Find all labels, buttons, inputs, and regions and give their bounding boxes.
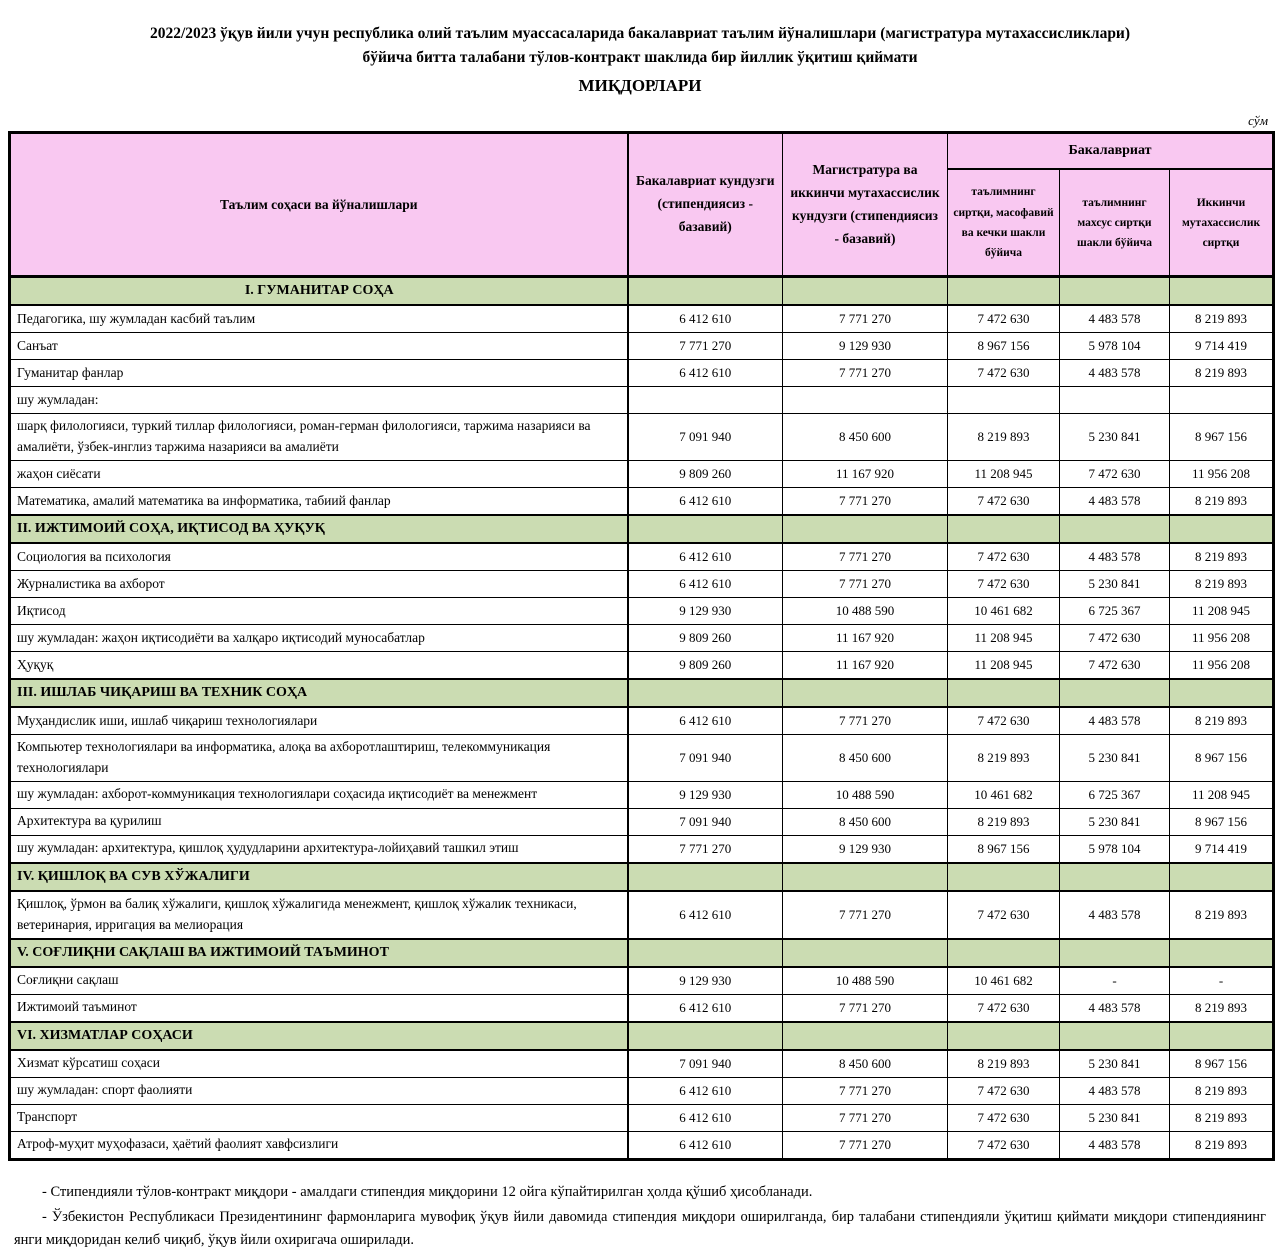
section-empty-cell bbox=[783, 515, 948, 543]
fee-value: 6 412 610 bbox=[628, 1131, 783, 1159]
fee-value: 4 483 578 bbox=[1060, 1131, 1170, 1159]
fee-value: 8 219 893 bbox=[1170, 1104, 1274, 1131]
table-row bbox=[10, 571, 1274, 598]
section-header-row bbox=[10, 277, 1274, 306]
section-empty-cell bbox=[948, 277, 1060, 306]
table-row bbox=[10, 652, 1274, 680]
direction-label: шу жумладан: спорт фаолияти bbox=[10, 1077, 628, 1104]
fee-value: 11 208 945 bbox=[948, 652, 1060, 680]
table-row bbox=[10, 1104, 1274, 1131]
table-row bbox=[10, 488, 1274, 516]
fee-value: 8 967 156 bbox=[1170, 808, 1274, 835]
fee-value: 7 472 630 bbox=[948, 543, 1060, 571]
section-empty-cell bbox=[948, 863, 1060, 891]
section-empty-cell bbox=[1060, 863, 1170, 891]
fee-value: 9 809 260 bbox=[628, 625, 783, 652]
section-empty-cell bbox=[1170, 277, 1274, 306]
section-empty-cell bbox=[948, 939, 1060, 967]
fee-value: 9 809 260 bbox=[628, 652, 783, 680]
section-title: IV. ҚИШЛОҚ ВА СУВ ХЎЖАЛИГИ bbox=[10, 863, 628, 891]
section-header-row bbox=[10, 515, 1274, 543]
fee-value: 7 771 270 bbox=[783, 891, 948, 939]
fee-value: 9 714 419 bbox=[1170, 333, 1274, 360]
section-empty-cell bbox=[948, 515, 1060, 543]
fee-value: 11 167 920 bbox=[783, 652, 948, 680]
fee-value: 7 472 630 bbox=[948, 360, 1060, 387]
document-title bbox=[0, 22, 1280, 99]
fee-value: 7 091 940 bbox=[628, 808, 783, 835]
fee-value: 9 809 260 bbox=[628, 461, 783, 488]
fee-value: 6 412 610 bbox=[628, 1104, 783, 1131]
direction-label: Математика, амалий математика ва информатика, табиий фанлар bbox=[10, 488, 628, 516]
fee-value: 6 412 610 bbox=[628, 891, 783, 939]
fee-value: 6 412 610 bbox=[628, 305, 783, 333]
fee-value: 8 219 893 bbox=[1170, 1131, 1274, 1159]
fee-value: 7 091 940 bbox=[628, 414, 783, 461]
table-row bbox=[10, 835, 1274, 863]
section-empty-cell bbox=[1170, 863, 1274, 891]
fee-value: 6 725 367 bbox=[1060, 598, 1170, 625]
fee-value: 6 412 610 bbox=[628, 707, 783, 735]
fee-value: 8 219 893 bbox=[1170, 305, 1274, 333]
section-header-row bbox=[10, 863, 1274, 891]
direction-label: Соғлиқни сақлаш bbox=[10, 967, 628, 995]
fee-value: 9 129 930 bbox=[783, 333, 948, 360]
table-row bbox=[10, 1050, 1274, 1078]
fee-value: 8 967 156 bbox=[1170, 735, 1274, 782]
fee-value: 4 483 578 bbox=[1060, 543, 1170, 571]
section-title: VI. ХИЗМАТЛАР СОҲАСИ bbox=[10, 1022, 628, 1050]
direction-label: шу жумладан: bbox=[10, 387, 628, 414]
fee-value: 7 472 630 bbox=[948, 707, 1060, 735]
fee-value: 11 956 208 bbox=[1170, 625, 1274, 652]
fee-value: 7 472 630 bbox=[1060, 625, 1170, 652]
table-row bbox=[10, 1077, 1274, 1104]
fee-value: 8 967 156 bbox=[948, 835, 1060, 863]
table-row bbox=[10, 735, 1274, 782]
section-title: V. СОҒЛИҚНИ САҚЛАШ ВА ИЖТИМОИЙ ТАЪМИНОТ bbox=[10, 939, 628, 967]
direction-label: Транспорт bbox=[10, 1104, 628, 1131]
section-empty-cell bbox=[1060, 1022, 1170, 1050]
header-row-group bbox=[10, 133, 1274, 170]
direction-label: Ижтимоий таъминот bbox=[10, 994, 628, 1022]
fee-value: 6 412 610 bbox=[628, 571, 783, 598]
section-empty-cell bbox=[1060, 679, 1170, 707]
direction-label: Гуманитар фанлар bbox=[10, 360, 628, 387]
fee-value: 7 472 630 bbox=[948, 488, 1060, 516]
table-row bbox=[10, 333, 1274, 360]
fee-value: 10 488 590 bbox=[783, 967, 948, 995]
fee-value: 8 219 893 bbox=[1170, 1077, 1274, 1104]
fee-value: 10 488 590 bbox=[783, 598, 948, 625]
fee-value: 9 129 930 bbox=[783, 835, 948, 863]
fee-value: 7 472 630 bbox=[948, 994, 1060, 1022]
header-master-day-column: Магистратура ва иккинчи мутахассислик кундузги (стипендиясиз - базавий) bbox=[783, 133, 948, 277]
fee-value: 10 461 682 bbox=[948, 781, 1060, 808]
section-empty-cell bbox=[783, 1022, 948, 1050]
section-empty-cell bbox=[1060, 939, 1170, 967]
fee-value: 7 472 630 bbox=[948, 1131, 1060, 1159]
table-header bbox=[10, 133, 1274, 277]
fee-value: 7 771 270 bbox=[783, 1104, 948, 1131]
fee-value: 7 771 270 bbox=[783, 360, 948, 387]
fee-value: 8 450 600 bbox=[783, 808, 948, 835]
table-row bbox=[10, 414, 1274, 461]
fee-value: 8 219 893 bbox=[1170, 543, 1274, 571]
fee-value: 11 208 945 bbox=[948, 461, 1060, 488]
table-row bbox=[10, 598, 1274, 625]
direction-label: Муҳандислик иши, ишлаб чиқариш технологиялари bbox=[10, 707, 628, 735]
direction-label: жаҳон сиёсати bbox=[10, 461, 628, 488]
fee-value: 5 978 104 bbox=[1060, 835, 1170, 863]
fee-value: 8 967 156 bbox=[1170, 414, 1274, 461]
fee-value: 8 219 893 bbox=[1170, 571, 1274, 598]
section-title: III. ИШЛАБ ЧИҚАРИШ ВА ТЕХНИК СОҲА bbox=[10, 679, 628, 707]
fee-value: 7 771 270 bbox=[783, 305, 948, 333]
table-row bbox=[10, 625, 1274, 652]
fee-value: 8 219 893 bbox=[948, 808, 1060, 835]
table-row bbox=[10, 305, 1274, 333]
fee-value: 7 771 270 bbox=[783, 707, 948, 735]
header-external-column: таълимнинг сиртқи, масофавий ва кечки шакли бўйича bbox=[948, 169, 1060, 277]
fee-value bbox=[628, 387, 783, 414]
fee-value: 6 412 610 bbox=[628, 994, 783, 1022]
title-line-2: бўйича битта талабани тўлов-контракт шаклида бир йиллик ўқитиш қиймати bbox=[362, 49, 918, 67]
section-empty-cell bbox=[783, 863, 948, 891]
direction-label: Иқтисод bbox=[10, 598, 628, 625]
fee-value: 4 483 578 bbox=[1060, 994, 1170, 1022]
table-row bbox=[10, 543, 1274, 571]
fee-value: 5 230 841 bbox=[1060, 571, 1170, 598]
fee-value: 8 219 893 bbox=[948, 414, 1060, 461]
direction-label: шарқ филологияси, туркий тиллар филологияси, роман-герман филологияси, таржима назарияси ва амалиёти, ўзбек-инглиз таржима назарияси ва амалиёти bbox=[10, 414, 628, 461]
table-row bbox=[10, 360, 1274, 387]
section-title: II. ИЖТИМОИЙ СОҲА, ИҚТИСОД ВА ҲУҚУҚ bbox=[10, 515, 628, 543]
fee-value: 4 483 578 bbox=[1060, 891, 1170, 939]
fee-value: 8 219 893 bbox=[1170, 707, 1274, 735]
fee-value: 10 461 682 bbox=[948, 598, 1060, 625]
table-row bbox=[10, 1131, 1274, 1159]
fee-value: 7 472 630 bbox=[1060, 652, 1170, 680]
section-empty-cell bbox=[1060, 515, 1170, 543]
fee-value: 8 450 600 bbox=[783, 735, 948, 782]
fee-value: 7 771 270 bbox=[783, 543, 948, 571]
direction-label: Социология ва психология bbox=[10, 543, 628, 571]
section-empty-cell bbox=[1170, 939, 1274, 967]
section-empty-cell bbox=[783, 679, 948, 707]
header-second-specialty-column: Иккинчи мутахассислик сиртқи bbox=[1170, 169, 1274, 277]
direction-label: Хизмат кўрсатиш соҳаси bbox=[10, 1050, 628, 1078]
fee-value: 8 219 893 bbox=[1170, 994, 1274, 1022]
title-line-3: МИҚДОРЛАРИ bbox=[578, 76, 702, 96]
fee-value: 8 450 600 bbox=[783, 1050, 948, 1078]
section-header-row bbox=[10, 1022, 1274, 1050]
fee-value: 7 472 630 bbox=[948, 1104, 1060, 1131]
section-empty-cell bbox=[948, 679, 1060, 707]
fee-value: 11 167 920 bbox=[783, 625, 948, 652]
fee-value bbox=[948, 387, 1060, 414]
fee-value bbox=[1060, 387, 1170, 414]
footer-note-1: - Стипендияли тўлов-контракт миқдори - амалдаги стипендия миқдорини 12 ойга кўпайтирилган ҳолда қўшиб ҳисобланади. bbox=[42, 1183, 813, 1200]
section-empty-cell bbox=[783, 277, 948, 306]
fee-value: 6 412 610 bbox=[628, 1077, 783, 1104]
direction-label: Педагогика, шу жумладан касбий таълим bbox=[10, 305, 628, 333]
fee-value: 8 219 893 bbox=[948, 735, 1060, 782]
currency-unit-label: сўм bbox=[1248, 113, 1268, 129]
fee-value: 5 230 841 bbox=[1060, 1050, 1170, 1078]
fee-value: 11 208 945 bbox=[1170, 598, 1274, 625]
fee-value: 11 956 208 bbox=[1170, 652, 1274, 680]
fee-value: 7 771 270 bbox=[783, 1077, 948, 1104]
direction-label: шу жумладан: жаҳон иқтисодиёти ва халқаро иқтисодий муносабатлар bbox=[10, 625, 628, 652]
fee-value: 6 725 367 bbox=[1060, 781, 1170, 808]
fee-value: 7 771 270 bbox=[783, 488, 948, 516]
fee-value: 9 129 930 bbox=[628, 598, 783, 625]
fee-value: 7 771 270 bbox=[628, 835, 783, 863]
fee-value: 6 412 610 bbox=[628, 543, 783, 571]
fee-value: 4 483 578 bbox=[1060, 707, 1170, 735]
fee-value: 4 483 578 bbox=[1060, 488, 1170, 516]
section-title: I. ГУМАНИТАР СОҲА bbox=[10, 277, 628, 306]
fee-value: 5 230 841 bbox=[1060, 735, 1170, 782]
fee-value: 6 412 610 bbox=[628, 488, 783, 516]
section-empty-cell bbox=[948, 1022, 1060, 1050]
fee-value: 8 219 893 bbox=[1170, 488, 1274, 516]
direction-label: шу жумладан: ахборот-коммуникация технологиялари соҳасида иқтисодиёт ва менежмент bbox=[10, 781, 628, 808]
fee-value: 11 167 920 bbox=[783, 461, 948, 488]
direction-label: Архитектура ва қурилиш bbox=[10, 808, 628, 835]
section-empty-cell bbox=[783, 939, 948, 967]
fee-value: 7 472 630 bbox=[948, 305, 1060, 333]
fee-value: 9 129 930 bbox=[628, 781, 783, 808]
section-empty-cell bbox=[628, 515, 783, 543]
section-empty-cell bbox=[628, 863, 783, 891]
fee-value: 11 208 945 bbox=[948, 625, 1060, 652]
header-special-external-column: таълимнинг махсус сиртқи шакли бўйича bbox=[1060, 169, 1170, 277]
direction-label: Санъат bbox=[10, 333, 628, 360]
fee-value: 8 450 600 bbox=[783, 414, 948, 461]
table-row bbox=[10, 707, 1274, 735]
table-row bbox=[10, 967, 1274, 995]
fee-value: 8 219 893 bbox=[1170, 891, 1274, 939]
fee-value: 8 967 156 bbox=[1170, 1050, 1274, 1078]
fee-value: 7 771 270 bbox=[783, 994, 948, 1022]
fee-value: 7 472 630 bbox=[948, 1077, 1060, 1104]
section-empty-cell bbox=[1170, 1022, 1274, 1050]
table-row bbox=[10, 994, 1274, 1022]
fee-value: 11 956 208 bbox=[1170, 461, 1274, 488]
fee-value: 7 472 630 bbox=[948, 571, 1060, 598]
tuition-fee-table bbox=[8, 131, 1275, 1161]
section-header-row bbox=[10, 939, 1274, 967]
fee-value bbox=[783, 387, 948, 414]
fee-value: 8 219 893 bbox=[1170, 360, 1274, 387]
fee-value: 7 771 270 bbox=[783, 1131, 948, 1159]
header-direction-column: Таълим соҳаси ва йўналишлари bbox=[10, 133, 628, 277]
fee-value: 7 472 630 bbox=[1060, 461, 1170, 488]
table-row bbox=[10, 461, 1274, 488]
fee-value: 7 771 270 bbox=[783, 571, 948, 598]
fee-value: 4 483 578 bbox=[1060, 305, 1170, 333]
section-empty-cell bbox=[628, 679, 783, 707]
footer-notes bbox=[14, 1181, 1266, 1253]
fee-value: 7 472 630 bbox=[948, 891, 1060, 939]
fee-value: 9 129 930 bbox=[628, 967, 783, 995]
direction-label: шу жумладан: архитектура, қишлоқ ҳудудларини архитектура-лойиҳавий ташкил этиш bbox=[10, 835, 628, 863]
fee-value bbox=[1170, 387, 1274, 414]
fee-table-body bbox=[10, 277, 1274, 1160]
fee-value: - bbox=[1060, 967, 1170, 995]
fee-value: 5 230 841 bbox=[1060, 414, 1170, 461]
fee-value: 6 412 610 bbox=[628, 360, 783, 387]
section-empty-cell bbox=[1060, 277, 1170, 306]
fee-value: 5 230 841 bbox=[1060, 1104, 1170, 1131]
fee-value: 8 967 156 bbox=[948, 333, 1060, 360]
fee-value: - bbox=[1170, 967, 1274, 995]
table-row bbox=[10, 387, 1274, 414]
table-row bbox=[10, 808, 1274, 835]
footer-note-2: - Ўзбекистон Республикаси Президентининг фармонларига мувофиқ ўқув йили давомида стипендия миқдори оширилганда, бир талабани стипендияли ўқитиш қиймати миқдори стипендиянинг янги миқдоридан келиб чиқиб, ўқув йили охиригача оширилади. bbox=[14, 1208, 1266, 1249]
fee-value: 10 461 682 bbox=[948, 967, 1060, 995]
section-empty-cell bbox=[628, 277, 783, 306]
direction-label: Журналистика ва ахборот bbox=[10, 571, 628, 598]
fee-value: 4 483 578 bbox=[1060, 1077, 1170, 1104]
fee-value: 4 483 578 bbox=[1060, 360, 1170, 387]
section-empty-cell bbox=[1170, 515, 1274, 543]
fee-value: 11 208 945 bbox=[1170, 781, 1274, 808]
fee-value: 8 219 893 bbox=[948, 1050, 1060, 1078]
section-empty-cell bbox=[628, 939, 783, 967]
fee-value: 7 771 270 bbox=[628, 333, 783, 360]
title-line-1: 2022/2023 ўқув йили учун республика олий таълим муассасаларида бакалавриат таълим йўналишлари (магистратура мутахассисликлари) bbox=[149, 25, 1131, 42]
header-bachelor-group: Бакалавриат bbox=[948, 133, 1274, 170]
fee-value: 5 230 841 bbox=[1060, 808, 1170, 835]
section-empty-cell bbox=[628, 1022, 783, 1050]
fee-value: 7 091 940 bbox=[628, 1050, 783, 1078]
direction-label: Қишлоқ, ўрмон ва балиқ хўжалиги, қишлоқ хўжалигида менежмент, қишлоқ хўжалик техникаси, ветеринария, ирригация ва мелиорация bbox=[10, 891, 628, 939]
direction-label: Ҳуқуқ bbox=[10, 652, 628, 680]
header-bachelor-day-column: Бакалавриат кундузги (стипендиясиз - базавий) bbox=[628, 133, 783, 277]
table-row bbox=[10, 781, 1274, 808]
fee-value: 7 091 940 bbox=[628, 735, 783, 782]
fee-value: 5 978 104 bbox=[1060, 333, 1170, 360]
direction-label: Атроф-муҳит муҳофазаси, ҳаётий фаолият хавфсизлиги bbox=[10, 1131, 628, 1159]
section-empty-cell bbox=[1170, 679, 1274, 707]
direction-label: Компьютер технологиялари ва информатика, алоқа ва ахборотлаштириш, телекоммуникация технологиялари bbox=[10, 735, 628, 782]
fee-value: 9 714 419 bbox=[1170, 835, 1274, 863]
section-header-row bbox=[10, 679, 1274, 707]
table-row bbox=[10, 891, 1274, 939]
fee-value: 10 488 590 bbox=[783, 781, 948, 808]
